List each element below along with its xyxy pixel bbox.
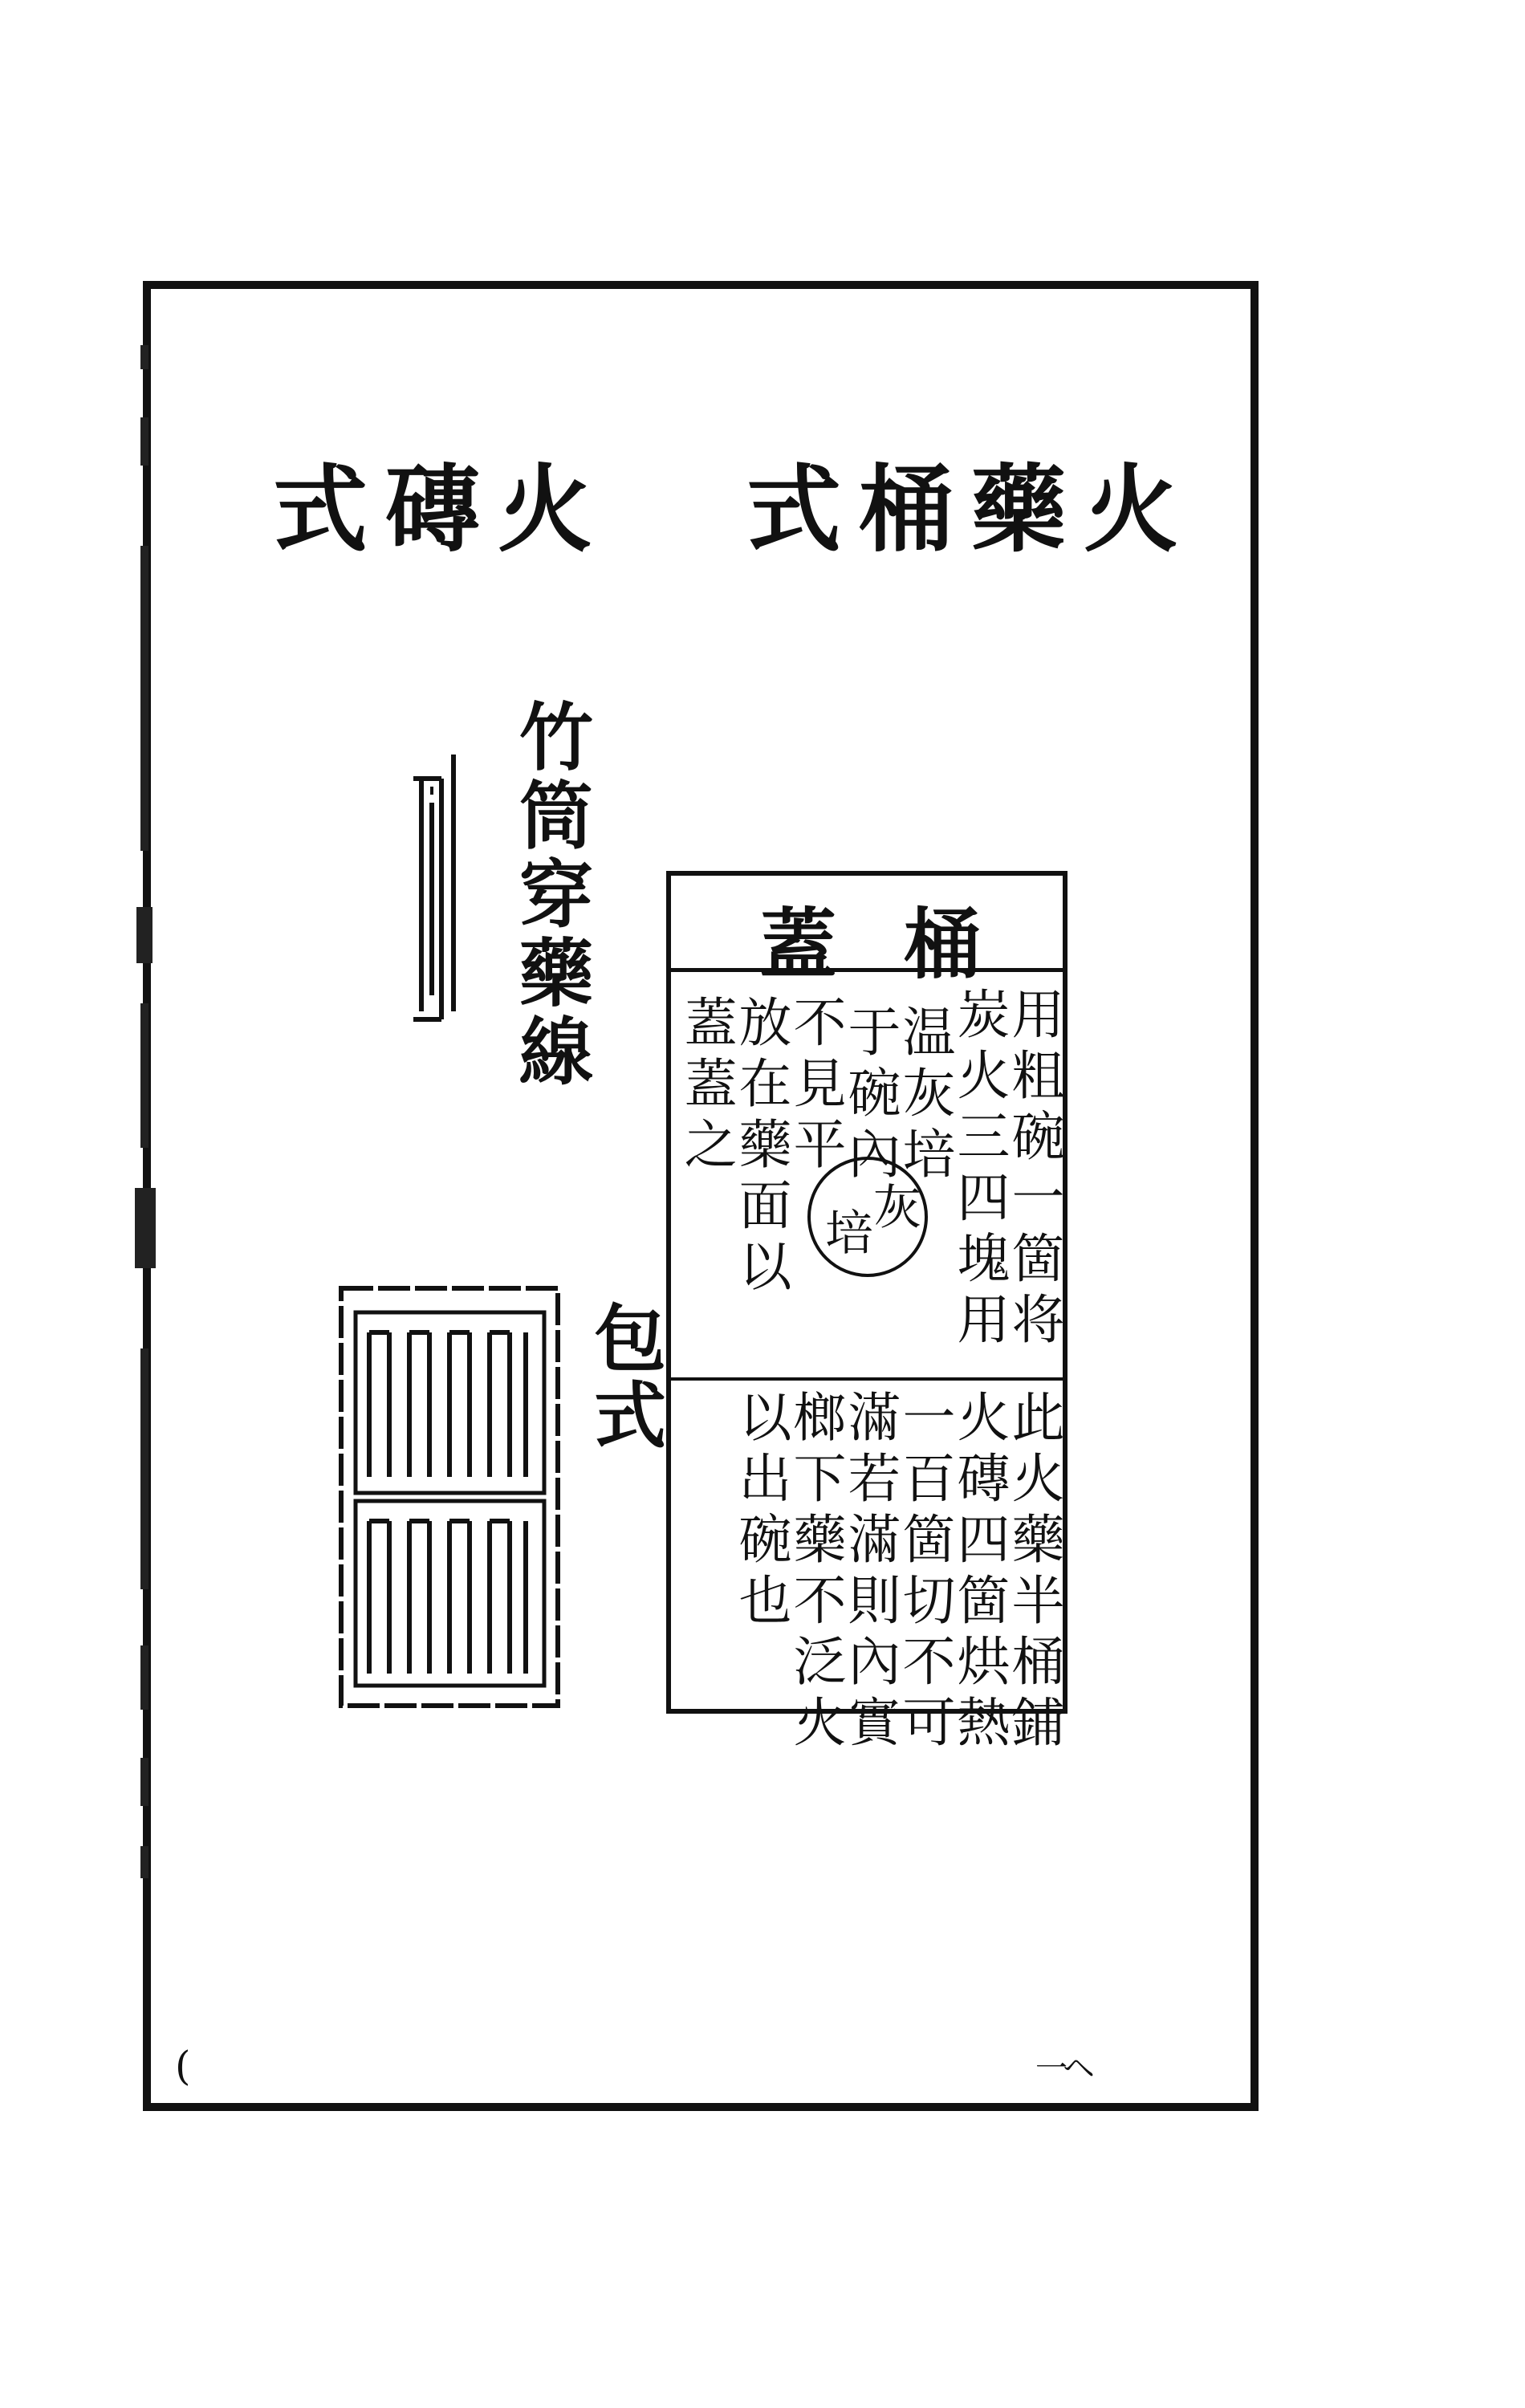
text-column: 以出碗也 bbox=[730, 1389, 791, 1633]
text-column: 用粗碗一箇将 bbox=[1002, 986, 1064, 1352]
gutter-mark bbox=[140, 546, 148, 851]
text-column: 于碗內 bbox=[839, 1004, 901, 1187]
text-column: 火磚四箇烘熱 bbox=[948, 1389, 1010, 1755]
text-column: 榔下藥不泛火 bbox=[784, 1389, 846, 1755]
circle-char: 培 bbox=[825, 1206, 873, 1262]
gutter-mark bbox=[136, 907, 152, 963]
circle-annotation bbox=[807, 1157, 928, 1277]
package-label: 包式 bbox=[581, 1300, 666, 1454]
text-column: 滿若滿則內實 bbox=[839, 1389, 901, 1755]
text-column: 不見平 bbox=[784, 995, 846, 1178]
fuse-label: 竹筒穿藥線 bbox=[507, 698, 594, 1092]
header-char: 桶 bbox=[904, 899, 981, 990]
corner-mark: 一ヘ bbox=[1035, 2050, 1090, 2087]
text-column: 温灰培 bbox=[893, 1004, 955, 1187]
gutter-mark bbox=[140, 345, 148, 369]
bamboo-fuse-drawing bbox=[409, 755, 466, 1035]
gutter-mark bbox=[135, 1188, 156, 1268]
corner-mark: ( bbox=[175, 2043, 191, 2089]
gutter-mark bbox=[140, 1846, 148, 1878]
gutter-mark bbox=[140, 1003, 148, 1148]
title-gunpowder-barrel: 火藥桶式 bbox=[746, 454, 1196, 565]
circle-char: 灰 bbox=[873, 1180, 921, 1236]
gutter-mark bbox=[140, 1758, 148, 1806]
text-column: 此火藥半桶鋪 bbox=[1002, 1389, 1064, 1755]
header-char: 蓋 bbox=[759, 899, 836, 990]
text-column: 一百箇切不可 bbox=[893, 1389, 955, 1755]
lid-body bbox=[671, 972, 1064, 1755]
barrel-lid-instructions bbox=[666, 871, 1068, 1755]
lid-header bbox=[671, 876, 1063, 990]
text-column: 放在藥面以 bbox=[730, 995, 791, 1300]
lid-divider bbox=[671, 1377, 1063, 1381]
gutter-mark bbox=[140, 1348, 148, 1589]
text-column: 蓋蓋之 bbox=[675, 995, 737, 1178]
gutter-mark bbox=[140, 417, 148, 466]
gutter-mark bbox=[140, 1645, 148, 1710]
package-drawing bbox=[333, 1284, 566, 1710]
title-fire-brick: 火磚式 bbox=[272, 454, 610, 565]
text-column: 炭火三四塊用 bbox=[948, 986, 1010, 1352]
left-margin-marks bbox=[128, 345, 177, 2079]
